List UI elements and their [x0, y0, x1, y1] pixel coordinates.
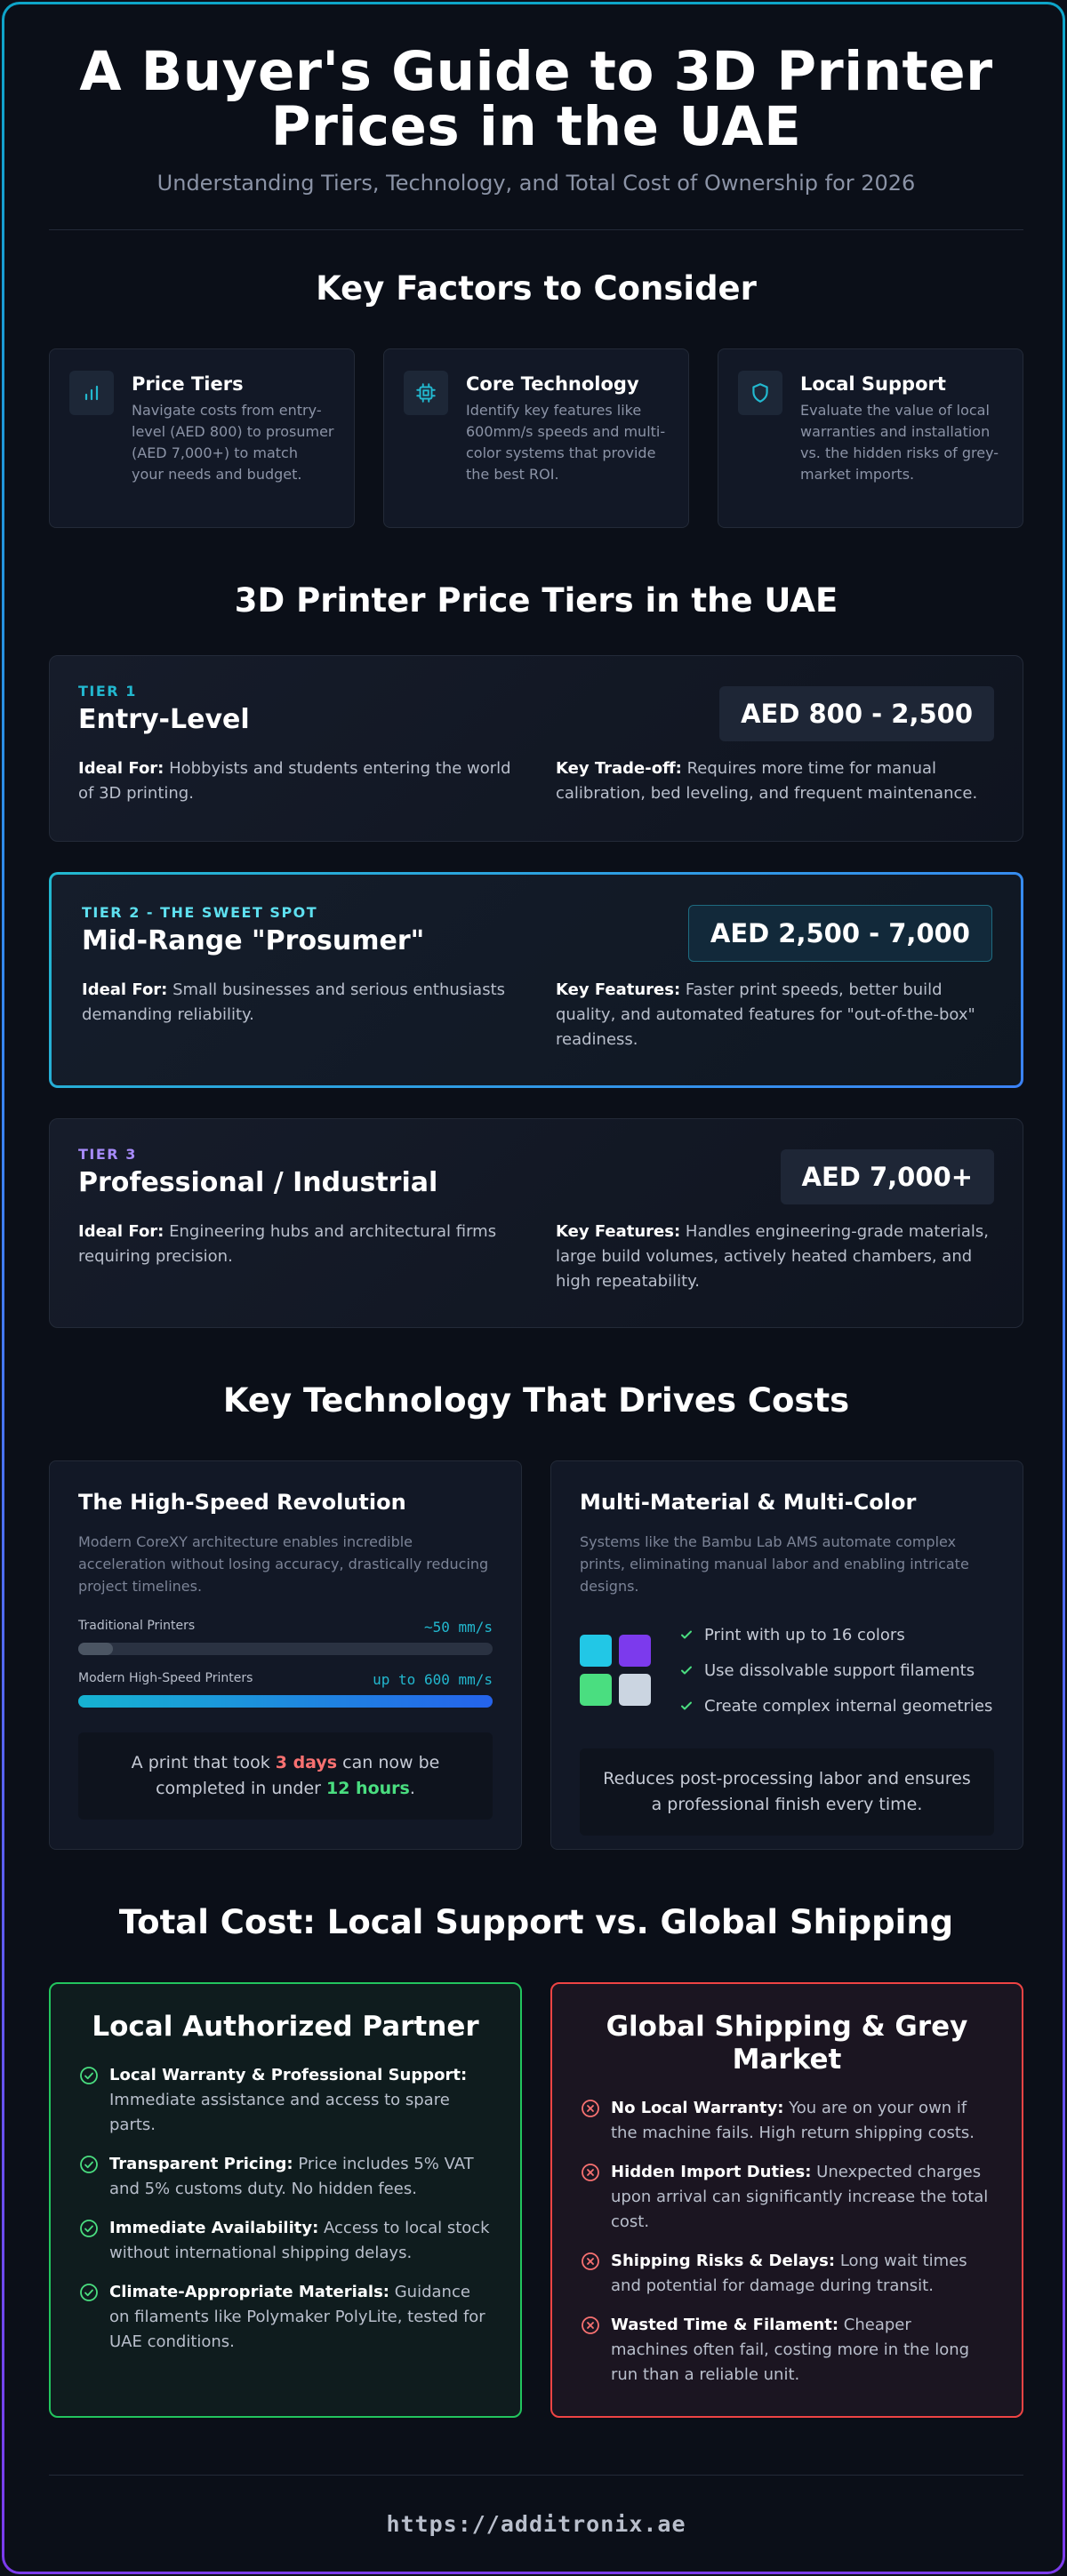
grey-market-risks-list — [581, 2096, 993, 2388]
factor-title: Local Support — [800, 373, 946, 395]
tier-card-2 — [49, 872, 1023, 1088]
tier-price-badge: AED 800 - 2,500 — [719, 686, 994, 741]
factors-row — [49, 348, 1023, 528]
list-item: Climate-Appropriate Materials: Guidance on filaments like Polymaker PolyLite, tested for UAE conditions. — [79, 2280, 492, 2355]
x-circle-icon — [581, 2163, 600, 2182]
list-item: Print with up to 16 colors — [679, 1617, 992, 1652]
factor-card-price-tiers — [49, 348, 355, 528]
feature-checklist — [679, 1617, 992, 1724]
tiers-title: 3D Printer Price Tiers in the UAE — [234, 581, 838, 620]
factor-card-local-support — [718, 348, 1023, 528]
tier-details — [78, 1220, 994, 1294]
tier-name: Mid-Range "Prosumer" — [82, 925, 425, 956]
card-description: Systems like the Bambu Lab AMS automate complex prints, eliminating manual labor and enabling intricate designs. — [580, 1533, 969, 1595]
multi-note: Reduces post-processing labor and ensures a professional finish every time. — [580, 1748, 994, 1836]
factor-title: Core Technology — [466, 373, 639, 395]
bar-value: ~50 mm/s — [423, 1619, 493, 1636]
speed-bar-traditional — [78, 1619, 493, 1655]
check-icon — [679, 1663, 694, 1677]
speed-note: A print that took 3 days can now be completed in under 12 hours. — [78, 1732, 493, 1820]
local-benefits-list — [79, 2063, 492, 2355]
tier-ideal-for: Ideal For: Hobbyists and students entering the world of 3D printing. — [78, 759, 511, 803]
factor-text: Identify key features like 600mm/s speeds and multi-color systems that provide the best ROI. — [466, 402, 666, 483]
list-item: Hidden Import Duties: Unexpected charges upon arrival can significantly increase the total cost. — [581, 2160, 993, 2235]
cost-row — [49, 1982, 1023, 2418]
tier-price-badge: AED 2,500 - 7,000 — [688, 905, 992, 962]
speed-bar-modern — [78, 1671, 493, 1708]
page-title: A Buyer's Guide to 3D Printer Prices in the UAE — [79, 40, 993, 158]
bar-chart-icon — [69, 371, 114, 415]
list-item: Wasted Time & Filament: Cheaper machines often fail, costing more in the long run than a reliable unit. — [581, 2313, 993, 2388]
bar-track — [78, 1643, 493, 1655]
tier-details — [82, 978, 991, 1052]
local-partner-card — [49, 1982, 522, 2418]
high-speed-card — [49, 1460, 522, 1850]
tier-name: Entry-Level — [78, 704, 250, 735]
tier-details — [78, 756, 994, 806]
technology-row — [49, 1460, 1023, 1850]
technology-title: Key Technology That Drives Costs — [222, 1381, 850, 1420]
factor-text: Navigate costs from entry-level (AED 800) to prosumer (AED 7,000+) to match your needs and budget. — [132, 402, 334, 483]
list-item: Local Warranty & Professional Support: Immediate assistance and access to spare parts. — [79, 2063, 492, 2138]
page-subtitle: Understanding Tiers, Technology, and Total Cost of Ownership for 2026 — [156, 171, 916, 196]
check-circle-icon — [79, 2283, 99, 2302]
content — [49, 4, 1023, 2537]
bar-value: up to 600 mm/s — [373, 1671, 493, 1688]
bar-fill — [78, 1643, 113, 1655]
tier-key-features: Key Features: Handles engineering-grade materials, large build volumes, actively heated chambers, and high repeatability. — [556, 1222, 989, 1291]
card-title: The High-Speed Revolution — [78, 1490, 406, 1515]
cpu-chip-icon — [404, 371, 448, 415]
check-circle-icon — [79, 2219, 99, 2238]
x-circle-icon — [581, 2316, 600, 2335]
list-item: Immediate Availability: Access to local stock without international shipping delays. — [79, 2216, 492, 2266]
tier-trade-off: Key Trade-off: Requires more time for manual calibration, bed leveling, and frequent maintenance. — [556, 759, 978, 803]
footer-url[interactable]: https://additronix.ae — [386, 2511, 686, 2537]
tier-label: TIER 2 - THE SWEET SPOT — [82, 904, 318, 921]
list-item: Use dissolvable support filaments — [679, 1652, 992, 1688]
cost-title: Total Cost: Local Support vs. Global Shipping — [118, 1903, 954, 1941]
x-circle-icon — [581, 2099, 600, 2118]
factor-title: Price Tiers — [132, 373, 244, 395]
factor-text: Evaluate the value of local warranties and installation vs. the hidden risks of grey-market imports. — [800, 402, 999, 483]
tier-card-3 — [49, 1118, 1023, 1328]
list-item: No Local Warranty: You are on your own if the machine fails. High return shipping costs. — [581, 2096, 993, 2146]
color-swatch — [580, 1674, 612, 1706]
multi-color-features — [580, 1617, 994, 1724]
bar-label: Traditional Printers — [78, 1619, 196, 1633]
tier-label: TIER 3 — [78, 1146, 137, 1163]
list-item: Transparent Pricing: Price includes 5% VAT and 5% customs duty. No hidden fees. — [79, 2152, 492, 2202]
card-title: Global Shipping & Grey Market — [606, 2011, 968, 2076]
grey-market-card — [550, 1982, 1023, 2418]
bar-track — [78, 1695, 493, 1708]
highlight-hours: 12 hours — [326, 1779, 410, 1798]
list-item: Create complex internal geometries — [679, 1688, 992, 1724]
check-icon — [679, 1699, 694, 1713]
shield-icon — [738, 371, 782, 415]
tier-label: TIER 1 — [78, 683, 137, 700]
multi-material-card — [550, 1460, 1023, 1850]
header-divider — [49, 229, 1023, 230]
color-swatch — [619, 1635, 651, 1667]
card-title: Local Authorized Partner — [92, 2011, 479, 2043]
tier-ideal-for: Ideal For: Engineering hubs and architectural firms requiring precision. — [78, 1222, 497, 1266]
color-swatch — [619, 1674, 651, 1706]
tier-price-badge: AED 7,000+ — [781, 1149, 994, 1204]
card-description: Modern CoreXY architecture enables incredible acceleration without losing accuracy, drastically reducing project timelines. — [78, 1533, 489, 1595]
bar-label: Modern High-Speed Printers — [78, 1671, 253, 1685]
color-swatch — [580, 1635, 612, 1667]
check-circle-icon — [79, 2155, 99, 2174]
tier-ideal-for: Ideal For: Small businesses and serious enthusiasts demanding reliability. — [82, 980, 506, 1024]
tier-card-1 — [49, 655, 1023, 842]
highlight-days: 3 days — [275, 1753, 338, 1772]
x-circle-icon — [581, 2252, 600, 2271]
page — [4, 4, 1063, 2572]
list-item: Shipping Risks & Delays: Long wait times and potential for damage during transit. — [581, 2249, 993, 2299]
bar-fill — [78, 1695, 493, 1708]
factors-title: Key Factors to Consider — [316, 269, 757, 308]
factor-card-core-technology — [383, 348, 689, 528]
page-frame — [2, 2, 1065, 2574]
check-circle-icon — [79, 2066, 99, 2085]
footer-divider — [49, 2475, 1023, 2476]
tier-key-features: Key Features: Faster print speeds, better build quality, and automated features for "out-of-the-box" readiness. — [556, 980, 975, 1049]
check-icon — [679, 1628, 694, 1642]
card-title: Multi-Material & Multi-Color — [580, 1490, 917, 1515]
color-swatches — [580, 1635, 651, 1706]
tier-name: Professional / Industrial — [78, 1167, 438, 1198]
